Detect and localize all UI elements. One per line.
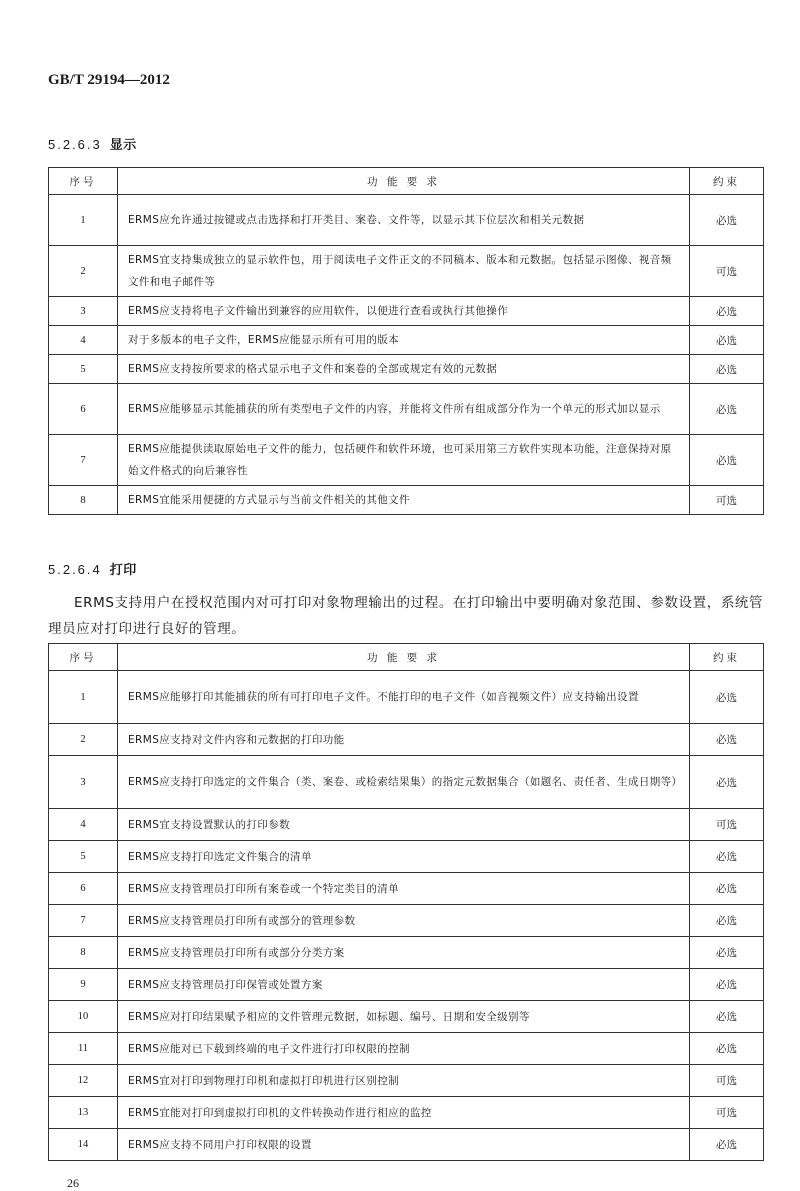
row-requirement: ERMS应支持不同用户打印权限的设置	[118, 1129, 690, 1161]
row-constraint: 必选	[690, 355, 764, 384]
col-header-no: 序号	[49, 644, 118, 671]
col-header-constraint: 约束	[690, 644, 764, 671]
row-number: 8	[49, 937, 118, 969]
row-requirement: ERMS应支持按所要求的格式显示电子文件和案卷的全部或规定有效的元数据	[118, 355, 690, 384]
section-intro-paragraph: ERMS支持用户在授权范围内对可打印对象物理输出的过程。在打印输出中要明确对象范围、参数设置，系统管理员应对打印进行良好的管理。	[48, 595, 764, 637]
row-number: 6	[49, 384, 118, 435]
table-row	[49, 384, 764, 435]
row-constraint: 可选	[690, 1065, 764, 1097]
row-constraint: 可选	[690, 1097, 764, 1129]
row-number: 14	[49, 1129, 118, 1161]
table-row	[49, 671, 764, 724]
row-number: 10	[49, 1001, 118, 1033]
page-number: 26	[67, 1176, 79, 1190]
row-number: 2	[49, 724, 118, 756]
display-requirements-table	[48, 167, 764, 515]
row-requirement: ERMS应支持对文件内容和元数据的打印功能	[118, 724, 690, 756]
row-requirement: ERMS应对打印结果赋予相应的文件管理元数据，如标题、编号、日期和安全级别等	[118, 1001, 690, 1033]
row-requirement: ERMS宜能对打印到虚拟打印机的文件转换动作进行相应的监控	[118, 1097, 690, 1129]
row-requirement: ERMS应允许通过按键或点击选择和打开类目、案卷、文件等，以显示其下位层次和相关元数据	[118, 195, 690, 246]
row-requirement: ERMS应支持管理员打印所有案卷或一个特定类目的清单	[118, 873, 690, 905]
table-row	[49, 1129, 764, 1161]
row-number: 4	[49, 809, 118, 841]
row-constraint: 必选	[690, 841, 764, 873]
row-requirement: ERMS宜支持设置默认的打印参数	[118, 809, 690, 841]
row-number: 5	[49, 841, 118, 873]
table-row	[49, 1033, 764, 1065]
row-constraint: 可选	[690, 809, 764, 841]
row-requirement: ERMS应能提供读取原始电子文件的能力，包括硬件和软件环境，也可采用第三方软件实现本功能，注意保持对原始文件格式的向后兼容性	[118, 435, 690, 486]
row-constraint: 必选	[690, 297, 764, 326]
table-row	[49, 1001, 764, 1033]
col-header-no: 序号	[49, 168, 118, 195]
col-header-requirement: 功 能 要 求	[118, 168, 690, 195]
row-constraint: 必选	[690, 1001, 764, 1033]
section-number: 5.2.6.3	[48, 137, 102, 152]
row-number: 11	[49, 1033, 118, 1065]
section-title: 打印	[109, 563, 137, 578]
row-requirement: ERMS应能够显示其能捕获的所有类型电子文件的内容，并能将文件所有组成部分作为一个单元的形式加以显示	[118, 384, 690, 435]
row-number: 13	[49, 1097, 118, 1129]
row-number: 4	[49, 326, 118, 355]
section-title: 显示	[109, 138, 137, 153]
row-constraint: 必选	[690, 724, 764, 756]
row-constraint: 必选	[690, 384, 764, 435]
table-row	[49, 486, 764, 515]
table-row	[49, 809, 764, 841]
row-number: 12	[49, 1065, 118, 1097]
table-row	[49, 969, 764, 1001]
row-requirement: ERMS应支持将电子文件输出到兼容的应用软件，以便进行查看或执行其他操作	[118, 297, 690, 326]
row-number: 7	[49, 435, 118, 486]
table-row	[49, 246, 764, 297]
row-number: 5	[49, 355, 118, 384]
section-heading-display	[48, 134, 137, 153]
row-constraint: 必选	[690, 435, 764, 486]
print-requirements-table	[48, 643, 764, 1161]
table-row	[49, 937, 764, 969]
table-row	[49, 873, 764, 905]
row-constraint: 必选	[690, 326, 764, 355]
row-requirement: ERMS应能够打印其能捕获的所有可打印电子文件。不能打印的电子文件（如音视频文件）应支持输出设置	[118, 671, 690, 724]
row-number: 7	[49, 905, 118, 937]
row-constraint: 必选	[690, 1033, 764, 1065]
row-constraint: 必选	[690, 195, 764, 246]
table-row	[49, 297, 764, 326]
standard-code: GB/T 29194—2012	[48, 72, 170, 88]
row-constraint: 必选	[690, 937, 764, 969]
row-constraint: 可选	[690, 246, 764, 297]
row-requirement: ERMS应支持打印选定的文件集合（类、案卷、或检索结果集）的指定元数据集合（如题名、责任者、生成日期等）	[118, 756, 690, 809]
row-number: 9	[49, 969, 118, 1001]
table-row	[49, 326, 764, 355]
section-heading-print	[48, 559, 137, 578]
row-requirement: ERMS应支持管理员打印所有或部分分类方案	[118, 937, 690, 969]
row-constraint: 可选	[690, 486, 764, 515]
row-number: 8	[49, 486, 118, 515]
table-row	[49, 724, 764, 756]
row-requirement: ERMS应能对已下载到终端的电子文件进行打印权限的控制	[118, 1033, 690, 1065]
row-number: 3	[49, 756, 118, 809]
row-requirement: 对于多版本的电子文件，ERMS应能显示所有可用的版本	[118, 326, 690, 355]
row-constraint: 必选	[690, 873, 764, 905]
table-row	[49, 841, 764, 873]
row-requirement: ERMS宜对打印到物理打印机和虚拟打印机进行区别控制	[118, 1065, 690, 1097]
row-constraint: 必选	[690, 756, 764, 809]
row-number: 1	[49, 671, 118, 724]
row-constraint: 必选	[690, 1129, 764, 1161]
col-header-requirement: 功 能 要 求	[118, 644, 690, 671]
table-row	[49, 905, 764, 937]
row-requirement: ERMS应支持打印选定文件集合的清单	[118, 841, 690, 873]
row-requirement: ERMS应支持管理员打印所有或部分的管理参数	[118, 905, 690, 937]
row-requirement: ERMS应支持管理员打印保管或处置方案	[118, 969, 690, 1001]
row-number: 2	[49, 246, 118, 297]
table-row	[49, 756, 764, 809]
row-number: 3	[49, 297, 118, 326]
table-row	[49, 435, 764, 486]
table-row	[49, 1097, 764, 1129]
row-constraint: 必选	[690, 905, 764, 937]
row-constraint: 必选	[690, 969, 764, 1001]
row-requirement: ERMS宜支持集成独立的显示软件包，用于阅读电子文件正文的不同稿本、版本和元数据。包括显示图像、视音频文件和电子邮件等	[118, 246, 690, 297]
table-row	[49, 195, 764, 246]
row-number: 1	[49, 195, 118, 246]
table-row	[49, 355, 764, 384]
col-header-constraint: 约束	[690, 168, 764, 195]
row-number: 6	[49, 873, 118, 905]
row-constraint: 必选	[690, 671, 764, 724]
section-number: 5.2.6.4	[48, 562, 102, 577]
row-requirement: ERMS宜能采用便捷的方式显示与当前文件相关的其他文件	[118, 486, 690, 515]
table-row	[49, 1065, 764, 1097]
